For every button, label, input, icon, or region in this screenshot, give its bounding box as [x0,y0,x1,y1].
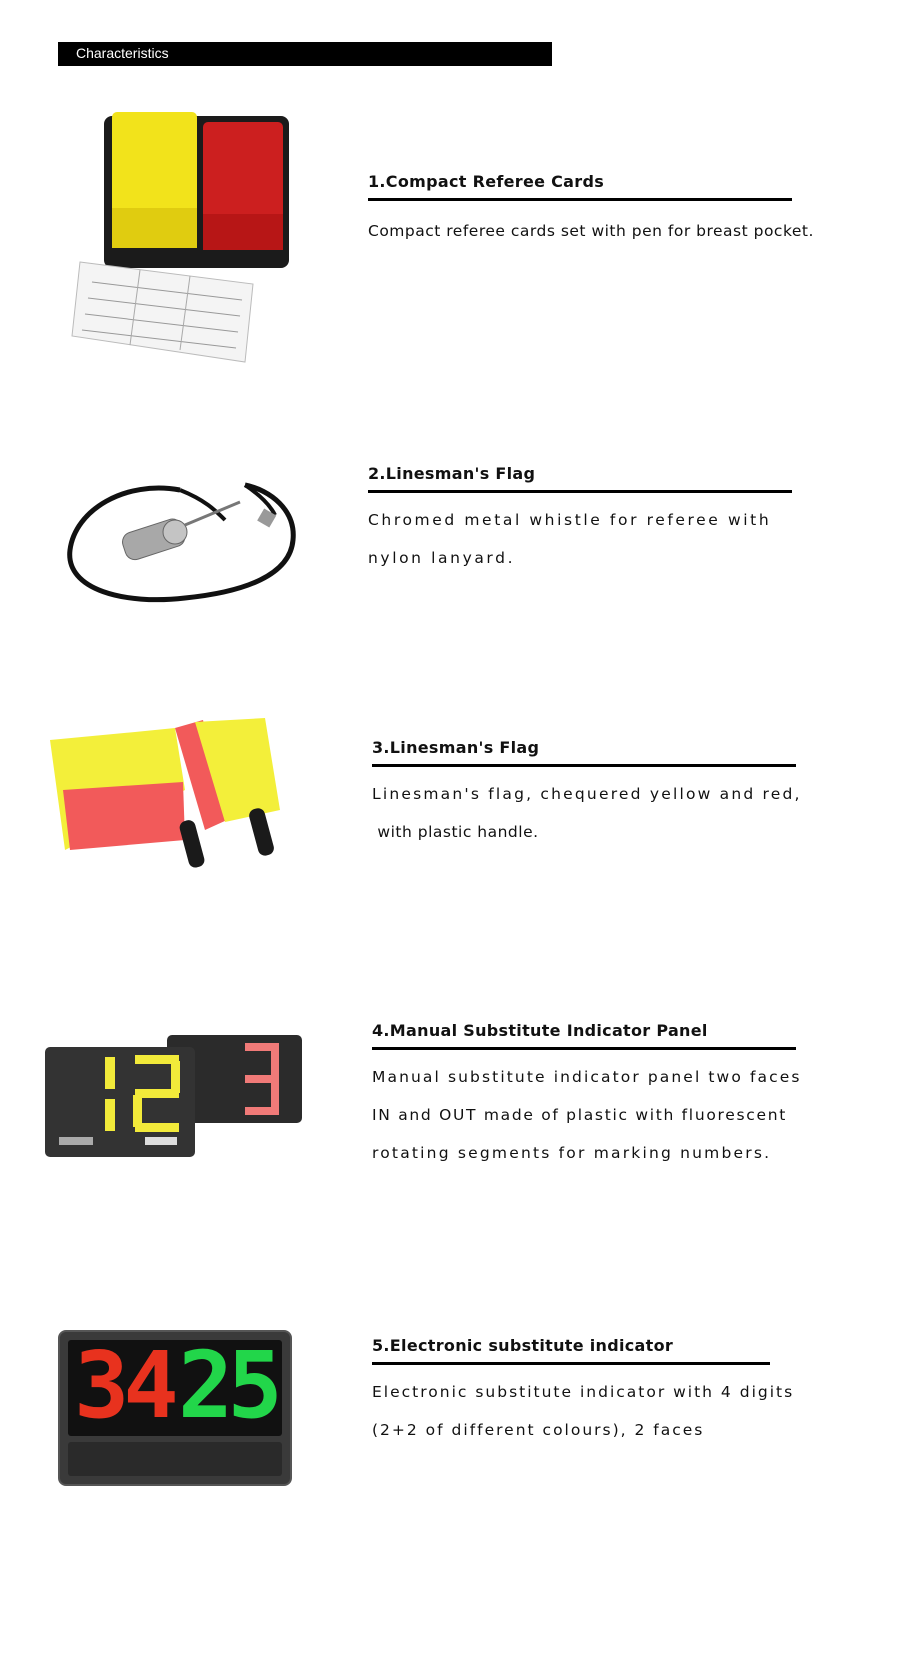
section-4-rule [372,1047,796,1050]
section-2-rule [368,490,792,493]
section-4-line-2: IN and OUT made of plastic with fluorescent [372,1106,788,1124]
section-2-title: 2.Linesman's Flag [368,464,536,483]
section-2-line-1: Chromed metal whistle for referee with [368,511,772,529]
section-3-line-1: Linesman's flag, chequered yellow and red, [372,785,802,803]
section-2-line-2: nylon lanyard. [368,549,516,567]
section-1-line-1: Compact referee cards set with pen for breast pocket. [368,222,814,240]
section-5-title: 5.Electronic substitute indicator [372,1336,674,1355]
section-5-rule [372,1362,770,1365]
section-4-line-1: Manual substitute indicator panel two faces [372,1068,802,1086]
section-4-line-3: rotating segments for marking numbers. [372,1144,772,1162]
section-5-line-2: (2+2 of different colours), 2 faces [372,1421,705,1439]
display-lower-panel [68,1442,282,1476]
whistle-image [65,480,300,615]
display-screen [68,1332,282,1439]
section-1-rule [368,198,792,201]
section-3-rule [372,764,796,767]
electronic-indicator-image [58,1330,292,1486]
section-header-title: Characteristics [76,45,169,61]
manual-indicator-panel-image [45,1035,305,1160]
right-digits: 25 [178,1332,277,1439]
section-header-bar [58,42,552,66]
section-5-line-1: Electronic substitute indicator with 4 digits [372,1383,795,1401]
section-3-line-2: with plastic handle. [372,823,539,841]
left-digits: 34 [74,1332,173,1439]
section-1-title: 1.Compact Referee Cards [368,172,605,191]
section-3-title: 3.Linesman's Flag [372,738,540,757]
referee-cards-image [70,110,300,370]
section-4-title: 4.Manual Substitute Indicator Panel [372,1021,708,1040]
linesman-flags-image [45,710,300,880]
